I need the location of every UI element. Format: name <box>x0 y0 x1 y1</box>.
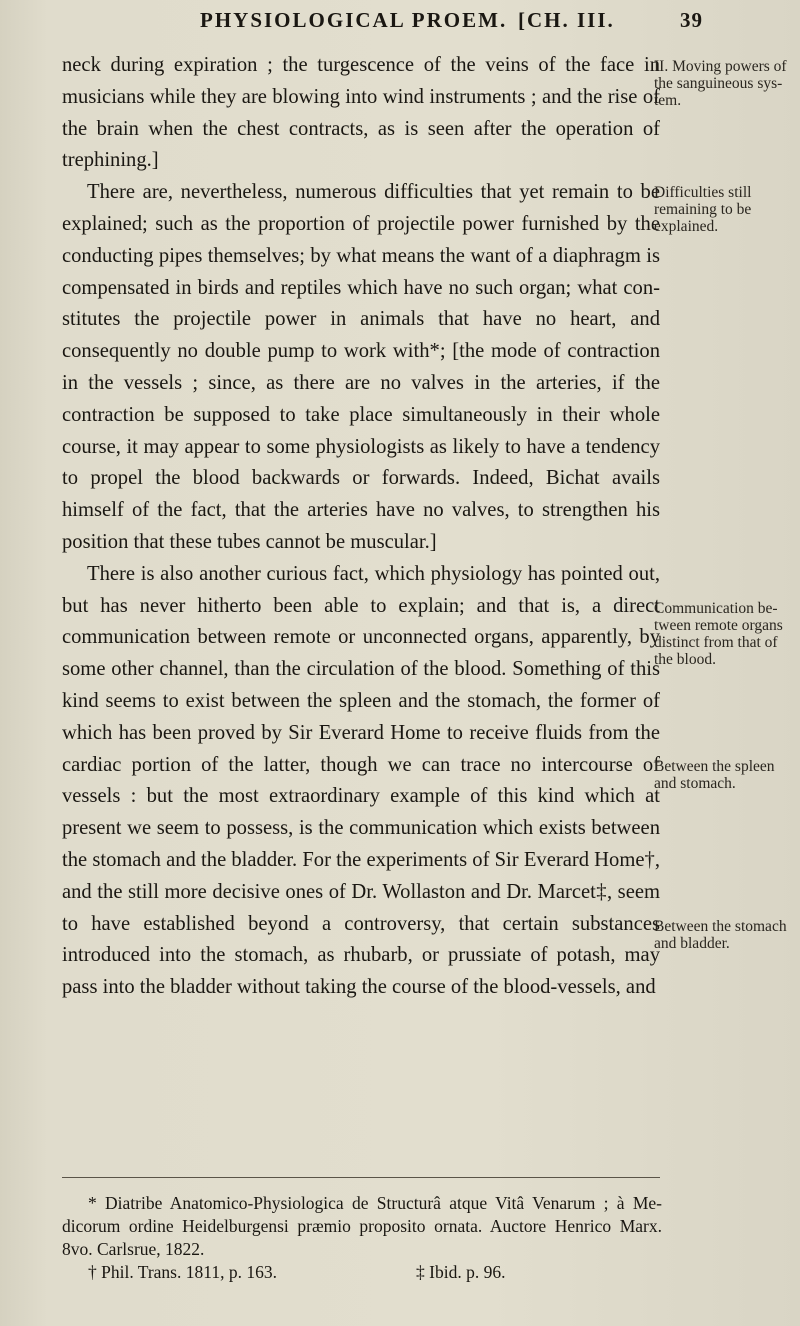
margin-note-communication: Communication between remote organs distinct from that of the blood. <box>654 600 783 668</box>
chapter-marker: [CH. III. <box>518 8 615 32</box>
margin-note-bladder: Between the stomach and bladder. <box>654 918 787 952</box>
paragraph-3: There is also another curious fact, which physiology has pointed out, but has never hitherto been able to explain; and that is, a direct communication between remote or unconnected organs, apparently, by some other channel, than the circulation of the blood. Something of this kind seems to exist between the spleen and the stomach, the former of which has been proved by Sir Everard Home to receive fluids from the cardiac portion of the latter, though we can trace no intercourse of vessels : but the most extraordinary example of this kind which at present we seem to possess, is the communication which exists between the stomach and the bladder. For the experiments of Sir Everard Home†, and the still more decisive ones of Dr. Wollaston and Dr. Marcet‡, seem to have established beyond a controversy, that certain substances introduced into the stomach, as rhubarb, or prussiate of potash, may pass into the bladder without taking the course of the blood-vessels, and <box>62 562 660 999</box>
main-text <box>62 50 660 1004</box>
page-number: 39 <box>680 8 703 32</box>
running-header <box>0 8 800 42</box>
footnote-1: * Diatribe Anatomico-Physiologica de Structurâ atque Vitâ Venarum ; à Medicorum ordine Heidelburgensi præmio proposito ornata. Auctore Henrico Marx. 8vo. Carlsrue, 1822. <box>62 1193 662 1259</box>
paragraph-2: There are, nevertheless, numerous difficulties that yet remain to be explained; such as the proportion of projectile power furnished by the conducting pipes themselves; by what means the want of a diaphragm is compensated in birds and reptiles which have no such organ; what constitutes the projectile power in animals that have no heart, and consequently no double pump to work with*; [the mode of contraction in the vessels ; since, as there are no valves in the arteries, if the contraction be supposed to take place simultaneously in their whole course, it may appear to some physiologists as likely to have a tendency to propel the blood backwards or forwards. Indeed, Bichat avails himself of the fact, that the arteries have no valves, to strengthen his position that these tubes cannot be muscular.] <box>62 181 660 553</box>
footnote-2: † Phil. Trans. 1811, p. 163. <box>88 1262 277 1282</box>
running-title: PHYSIOLOGICAL PROEM. <box>200 8 508 32</box>
paragraph-1: neck during expiration ; the turgescence of the veins of the face in musicians while they are blowing into wind instruments ; and the rise of the brain when the chest contracts, as is seen after the operation of trephining.] <box>62 54 660 172</box>
footnote-3: ‡ Ibid. p. 96. <box>416 1262 506 1282</box>
footnote-divider <box>62 1177 660 1178</box>
margin-note-moving-powers: II. Moving powers of the sanguineous system. <box>654 58 787 109</box>
footnote-row <box>62 1261 662 1285</box>
margin-note-spleen: Between the spleen and stomach. <box>654 758 775 792</box>
margin-note-difficulties: Difficulties still remaining to be explained. <box>654 184 752 235</box>
footnotes <box>62 1192 662 1285</box>
